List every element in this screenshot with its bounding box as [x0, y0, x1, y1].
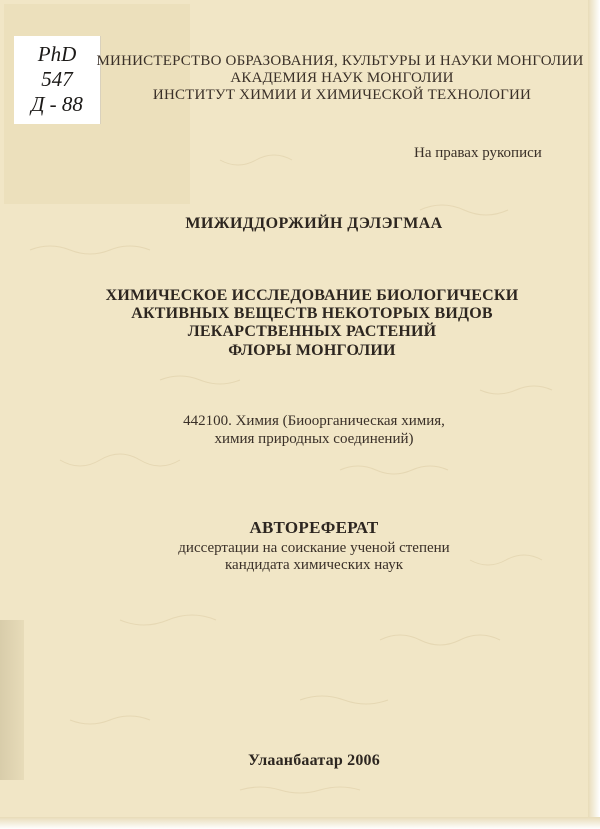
- header-academy: АКАДЕМИЯ НАУК МОНГОЛИИ: [230, 70, 454, 86]
- label-line-3: Д - 88: [31, 92, 83, 116]
- label-line-2: 547: [41, 67, 73, 91]
- label-line-1: PhD: [37, 42, 77, 66]
- header-ministry: МИНИСТЕРСТВО ОБРАЗОВАНИЯ, КУЛЬТУРЫ И НАУКИ МОНГОЛИИ: [96, 53, 584, 69]
- abstract-heading: АВТОРЕФЕРАТ: [249, 518, 379, 537]
- header-institute: ИНСТИТУТ ХИМИИ И ХИМИЧЕСКОЙ ТЕХНОЛОГИИ: [152, 87, 532, 103]
- title-line-3: ЛЕКАРСТВЕННЫХ РАСТЕНИЙ: [187, 323, 437, 340]
- author-name: МИЖИДДОРЖИЙН ДЭЛЭГМАА: [185, 215, 443, 232]
- abstract-line-2: кандидата химических наук: [224, 557, 403, 573]
- title-line-4: ФЛОРЫ МОНГОЛИИ: [228, 342, 396, 359]
- scan-edge-bottom: [0, 817, 600, 829]
- specialty-line-2: химия природных соединений): [214, 431, 414, 447]
- rights-notice: На правах рукописи: [414, 145, 542, 161]
- abstract-line-1: диссертации на соискание ученой степени: [178, 540, 450, 556]
- title-line-2: АКТИВНЫХ ВЕЩЕСТВ НЕКОТОРЫХ ВИДОВ: [131, 305, 493, 322]
- title-line-1: ХИМИЧЕСКОЕ ИССЛЕДОВАНИЕ БИОЛОГИЧЕСКИ: [105, 287, 519, 304]
- place-year: Улаанбаатар 2006: [248, 752, 380, 769]
- scan-edge-right: [588, 0, 600, 829]
- specialty-line-1: 442100. Химия (Биоорганическая химия,: [183, 413, 445, 429]
